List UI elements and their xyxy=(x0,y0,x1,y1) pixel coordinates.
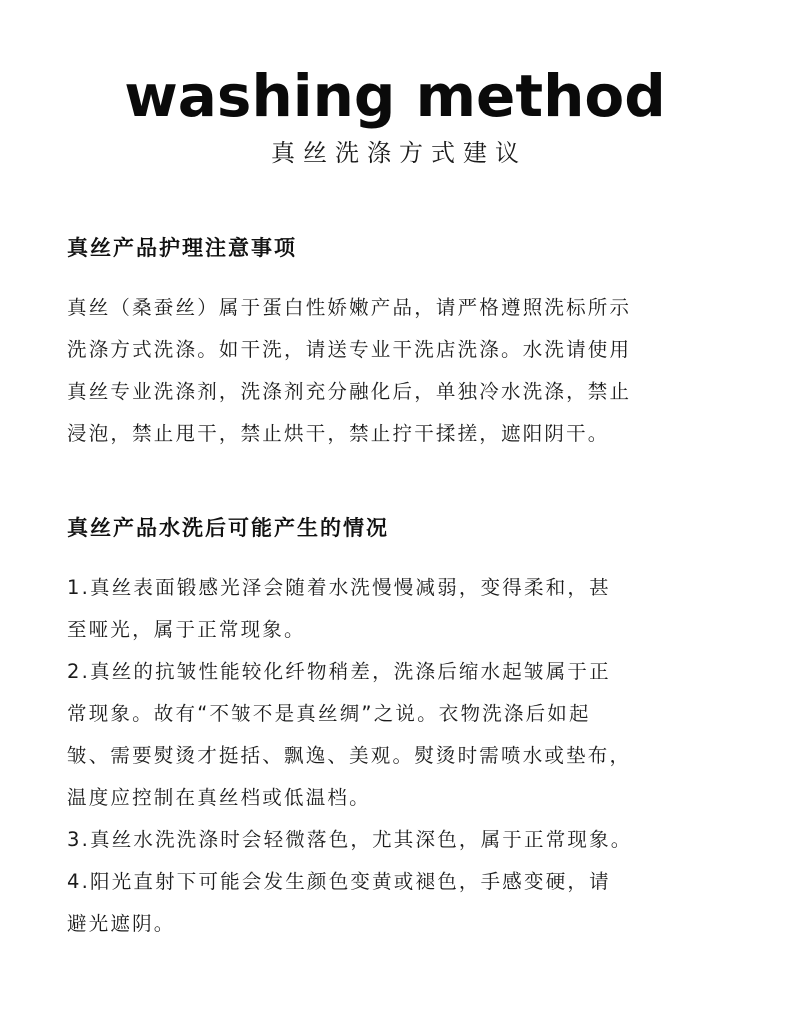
text-line: 皱、需要熨烫才挺括、飘逸、美观。熨烫时需喷水或垫布， xyxy=(67,744,632,767)
care-notes-paragraph xyxy=(67,287,727,455)
text-line: 避光遮阴。 xyxy=(67,912,176,935)
section-title-care-notes: 真丝产品护理注意事项 xyxy=(67,236,297,260)
section-title-after-wash: 真丝产品水洗后可能产生的情况 xyxy=(67,516,389,540)
text-line: 温度应控制在真丝档或低温档。 xyxy=(67,786,371,809)
text-line: 4.阳光直射下可能会发生颜色变黄或褪色，手感变硬，请 xyxy=(67,870,611,893)
after-wash-section xyxy=(67,513,727,945)
text-line: 真丝（桑蚕丝）属于蛋白性娇嫩产品，请严格遵照洗标所示 xyxy=(67,296,632,319)
page-subtitle: 真丝洗涤方式建议 xyxy=(271,139,527,167)
page-header xyxy=(0,58,790,170)
text-line: 浸泡，禁止甩干，禁止烘干，禁止拧干揉搓，遮阳阴干。 xyxy=(67,422,610,445)
text-line: 2.真丝的抗皱性能较化纤物稍差，洗涤后缩水起皱属于正 xyxy=(67,660,611,683)
text-line: 常现象。故有“不皱不是真丝绸”之说。衣物洗涤后如起 xyxy=(67,702,591,725)
text-line: 至哑光，属于正常现象。 xyxy=(67,618,306,641)
after-wash-paragraph xyxy=(67,567,727,945)
page-title: washing method xyxy=(124,62,666,130)
text-line: 3.真丝水洗洗涤时会轻微落色，尤其深色，属于正常现象。 xyxy=(67,828,633,851)
text-line: 洗涤方式洗涤。如干洗，请送专业干洗店洗涤。水洗请使用 xyxy=(67,338,632,361)
care-notes-section xyxy=(67,233,727,455)
text-line: 1.真丝表面锻感光泽会随着水洗慢慢减弱，变得柔和，甚 xyxy=(67,576,611,599)
text-line: 真丝专业洗涤剂，洗涤剂充分融化后，单独冷水洗涤，禁止 xyxy=(67,380,632,403)
